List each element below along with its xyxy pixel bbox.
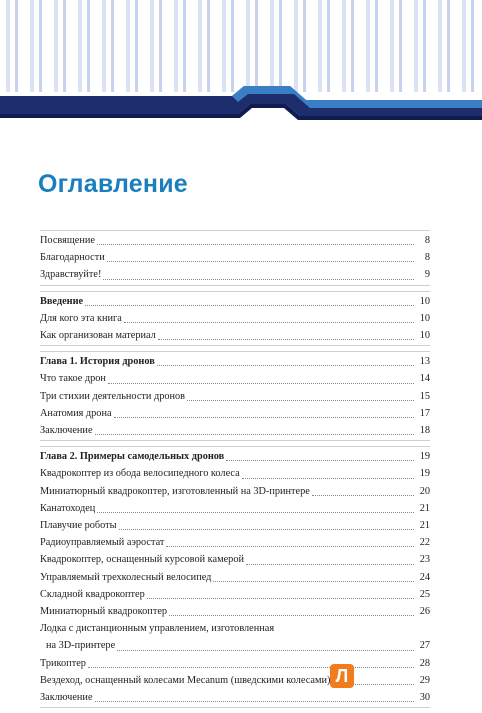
toc-page-number: 8 [424,235,430,246]
toc-page-number: 25 [419,588,430,600]
toc-dot-leader [114,416,414,418]
toc-entry-title: Складной квадрокоптер [40,588,145,600]
toc-page-number: 10 [419,295,430,307]
toc-entry-title: Плавучие роботы [40,520,117,532]
toc-entry-title: Управляемый трехколесный велосипед [40,571,212,583]
toc-entry-title: Заключение [40,692,93,704]
toc-page-number: 15 [419,390,430,402]
toc-page-number: 13 [419,356,430,368]
toc-group [40,351,430,441]
toc-entry[interactable] [40,405,430,422]
toc-page-number: 20 [419,485,430,497]
toc-entry[interactable] [40,310,430,327]
toc-entry[interactable] [40,637,430,654]
toc-dot-leader [213,580,414,582]
toc-group [40,446,430,708]
toc-dot-leader [95,700,414,702]
toc-dot-leader [85,304,414,306]
toc-dot-leader [242,477,414,479]
toc-entry-title: Как организован материал [40,330,156,342]
page-title: Оглавление [38,170,188,198]
toc-dot-leader [157,364,414,366]
toc-dot-leader [95,433,414,435]
toc-entry[interactable] [40,517,430,534]
toc-dot-leader [169,614,414,616]
toc-entry[interactable] [40,327,430,344]
toc-page-number: 27 [419,640,430,652]
toc-chapter-entry[interactable] [40,293,430,310]
toc-entry-title: Вездеход, оснащенный колесами Mecanum (шведскими колесами) [40,674,331,686]
toc-dot-leader [124,321,414,323]
toc-entry[interactable] [40,370,430,387]
toc-entry[interactable] [40,422,430,439]
toc-entry-title: Введение [40,295,84,307]
toc-dot-leader [147,597,414,599]
toc-page-number: 17 [419,407,430,419]
toc-entry-title: Анатомия дрона [40,407,112,419]
toc-group [40,291,430,347]
toc-dot-leader [97,511,414,513]
toc-dot-leader [187,399,414,401]
toc-entry[interactable] [40,689,430,706]
toc-entry-title: Что такое дрон [40,373,106,385]
header-stripes [0,0,482,92]
toc-entry-title: Глава 1. История дронов [40,356,155,368]
toc-entry-title: Заключение [40,425,93,437]
toc-entry-title: Квадрокоптер, оснащенный курсовой камерой [40,554,244,566]
header-band [0,86,482,138]
toc-page-number: 18 [419,425,430,437]
toc-chapter-entry[interactable] [40,448,430,465]
toc-entry-title: Здравствуйте! [40,269,102,281]
toc-entry[interactable] [40,672,430,689]
toc-chapter-entry[interactable] [40,353,430,370]
toc-entry[interactable] [40,232,430,249]
toc-entry-title: Для кого эта книга [40,312,122,324]
toc-entry[interactable] [40,266,430,283]
toc-page-number: 8 [424,252,430,264]
toc-dot-leader [312,494,414,496]
toc-entry[interactable] [40,249,430,266]
toc-dot-leader [158,338,414,340]
toc-dot-leader [88,666,414,668]
toc-dot-leader [97,243,414,245]
toc-page-number: 10 [419,330,430,342]
toc-page-number: 21 [419,502,430,514]
toc-dot-leader [117,649,414,651]
toc-page-number: 28 [419,657,430,669]
toc-page-number: 19 [419,468,430,480]
toc-dot-leader [246,563,414,565]
toc-entry[interactable] [40,388,430,405]
toc-page-number: 22 [419,537,430,549]
toc-entry[interactable] [40,569,430,586]
toc-entry[interactable] [40,465,430,482]
toc-entry[interactable] [40,586,430,603]
toc-entry[interactable] [40,483,430,500]
toc-entry-title: Миниатюрный квадрокоптер, изготовленный на 3D-принтере [40,485,310,497]
toc-dot-leader [103,278,414,280]
toc-dot-leader [226,459,414,461]
toc-entry-title: на 3D-принтере [46,640,116,652]
toc-page-number: 29 [419,674,430,686]
toc-dot-leader [119,528,414,530]
toc-entry-title: Миниатюрный квадрокоптер [40,606,168,618]
toc-page-number: 19 [419,451,430,463]
table-of-contents [40,230,430,713]
toc-dot-leader [107,260,414,262]
toc-entry-title: Благодарности [40,252,105,264]
toc-entry-title: Три стихии деятельности дронов [40,390,186,402]
toc-group [40,230,430,286]
toc-entry-title: Квадрокоптер из обода велосипедного колеса [40,468,240,480]
publisher-logo-badge: Л [330,664,354,688]
toc-page-number: 21 [419,520,430,532]
toc-entry[interactable] [40,603,430,620]
toc-page-number: 23 [419,554,430,566]
toc-entry-title: Канатоходец [40,502,96,514]
toc-entry-title: Лодка с дистанционным управлением, изготовленная [40,623,275,635]
toc-entry-title: Посвящение [40,235,95,246]
toc-page-number: 30 [419,692,430,704]
toc-page-number: 24 [419,571,430,583]
toc-page-number: 10 [419,312,430,324]
toc-dot-leader [108,382,414,384]
toc-page-number: 26 [419,606,430,618]
toc-entry[interactable] [40,500,430,517]
toc-entry[interactable] [40,620,430,637]
toc-entry-title: Радиоуправляемый аэростат [40,537,165,549]
toc-entry[interactable] [40,655,430,672]
toc-entry-title: Трикоптер [40,657,86,669]
toc-dot-leader [166,545,414,547]
toc-entry[interactable] [40,551,430,568]
toc-entry[interactable] [40,534,430,551]
toc-page-number: 14 [419,373,430,385]
toc-entry-title: Глава 2. Примеры самодельных дронов [40,451,225,463]
toc-page-number: 9 [424,269,430,281]
